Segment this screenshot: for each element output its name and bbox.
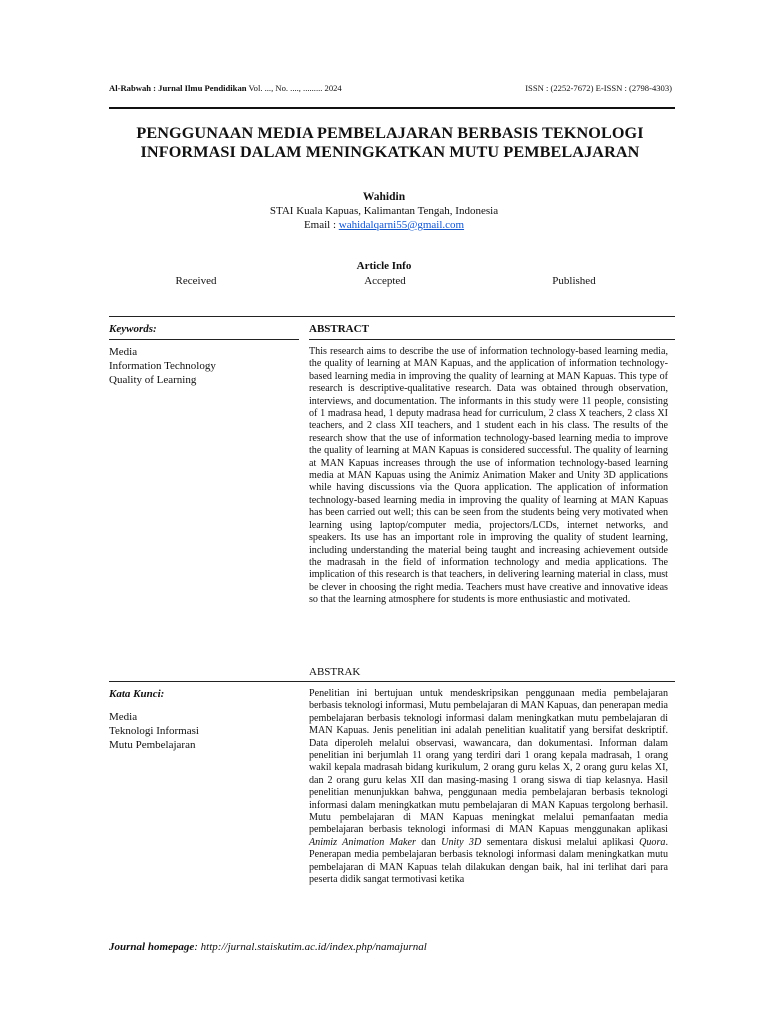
article-info-heading: Article Info xyxy=(356,260,412,272)
keyword-item: Media xyxy=(109,711,138,723)
keyword-item: Information Technology xyxy=(109,360,216,372)
journal-homepage-footer xyxy=(109,941,427,953)
abstrak-text xyxy=(309,688,668,887)
email-label: Email : xyxy=(303,219,339,231)
paper-title xyxy=(90,124,690,162)
journal-name: Al-Rabwah : Jurnal Ilmu Pendidikan xyxy=(109,83,247,93)
issn-info: ISSN : (2252-7672) E-ISSN : (2798-4303) xyxy=(525,83,672,93)
email-link[interactable]: wahidalqarni55@gmail.com xyxy=(338,219,465,231)
kata-kunci-heading: Kata Kunci: xyxy=(109,688,165,700)
keyword-item: Quality of Learning xyxy=(109,374,197,386)
abstract-heading: ABSTRACT xyxy=(309,323,369,335)
app-name-unity: Unity 3D xyxy=(441,836,482,848)
header-divider xyxy=(109,107,675,109)
abstrak-heading: ABSTRAK xyxy=(309,666,361,678)
running-header xyxy=(109,83,672,93)
published-label: Published xyxy=(552,275,596,287)
divider-keywords xyxy=(109,339,299,340)
divider-abstract xyxy=(309,339,675,340)
keyword-item: Mutu Pembelajaran xyxy=(109,739,196,751)
author-email-line xyxy=(0,219,768,231)
footer-url[interactable]: : http://jurnal.staiskutim.ac.id/index.php/namajurnal xyxy=(194,941,427,953)
keywords-heading: Keywords: xyxy=(109,323,157,335)
keyword-item: Media xyxy=(109,346,138,358)
keywords-list xyxy=(109,345,216,387)
author-name: Wahidin xyxy=(362,191,406,203)
kata-kunci-list xyxy=(109,710,199,752)
app-name-animiz: Animiz Animation Maker xyxy=(309,836,416,848)
volume-info: Vol. ..., No. ...., ......... 2024 xyxy=(248,83,342,93)
abstrak-part-2: dan xyxy=(415,836,442,848)
received-label: Received xyxy=(175,275,217,287)
divider-top xyxy=(109,316,675,317)
footer-label: Journal homepage xyxy=(109,941,195,953)
title-line-1: PENGGUNAAN MEDIA PEMBELAJARAN BERBASIS TEKNOLOGI xyxy=(136,124,644,142)
accepted-label: Accepted xyxy=(364,275,406,287)
divider-abstrak xyxy=(109,681,675,682)
abstract-text: This research aims to describe the use of information technology-based learning media, the quality of learning at MAN Kapuas, and the application of information technology-based learning media in improving the quality of learning at MAN Kapuas. This type of research is descriptive-qualitative research. Data was obtained through observation, interviews, and documentation. The informants in this study were 11 people, consisting of 1 madrasa head, 1 deputy madrasa head for curriculum, 2 class X teachers, 2 class XI teachers, and 2 class XII teachers, and 1 student each in his class. The results of the research show that the use of information technology-based learning media to improve the quality of learning at MAN Kapuas is considered successful. The quality of learning at MAN Kapuas increases through the use of information technology-based learning media at MAN Kapuas using the Animiz Animation Maker and Unity 3D applications while having discussions via the Quora application. The application of information technology-based learning media in improving the quality of learning at MAN Kapuas has been carried out well; this can be seen from the students being very motivated when learning using laptop/computer media, projectors/LCDs, internet networks, and speakers. Its use has an important role in improving the quality of student learning, including understanding the material being taught and increasing achievement outside the madrasah in the field of information technology and media applications. The implication of this research is that teachers, in delivering learning material in class, must be clever in choosing the right media. Teachers must have creative and innovative ideas so that the learning atmosphere for students is more enthusiastic and motivated. xyxy=(309,346,668,606)
keyword-item: Teknologi Informasi xyxy=(109,725,199,737)
author-affiliation: STAI Kuala Kapuas, Kalimantan Tengah, Indonesia xyxy=(269,205,499,217)
app-name-quora: Quora xyxy=(639,836,666,848)
title-line-2: INFORMASI DALAM MENINGKATKAN MUTU PEMBELAJARAN xyxy=(140,143,640,161)
abstrak-part-1: Penelitian ini bertujuan untuk mendeskripsikan penggunaan media pembelajaran berbasis teknologi informasi, Mutu pembelajaran di MAN Kapuas, dan penerapan media pembelajaran berbasis teknologi informasi dalam meningkatkan mutu pembelajaran di MAN Kapuas. Jenis penelitian ini adalah penelitian kualitatif yang bersifat deskriptif. Data diperoleh melalui observasi, wawancara, dan dokumentasi. Informan dalam penelitian ini berjumlah 11 orang yang terdiri dari 1 orang kepala madrasah, 1 orang wakil kepala madrasah bidang kurikulum, 2 orang guru kelas X, 2 orang guru kelas XI, dan 2 orang guru kelas XII dan masing-masing 1 orang siswa di tiap kelasnya. Hasil penelitian menunjukkan bahwa, penggunaan media pembelajaran berbasis teknologi informasi dalam meningkatkan mutu pembelajaran di MAN Kapuas tergolong berhasil. Mutu pembelajaran di MAN Kapuas meningkat melalui pemanfaatan media pembelajaran berbasis teknologi informasi di MAN Kapuas menggunakan aplikasi xyxy=(309,688,668,836)
journal-citation xyxy=(109,83,342,93)
abstrak-part-3: sementara diskusi melalui aplikasi xyxy=(481,836,640,848)
abstrak-part-4: . Penerapan media pembelajaran berbasis teknologi informasi dalam meningkatkan mutu pembelajaran di MAN Kapuas telah dilakukan dengan baik, hal ini terlihat dari para peserta didik sangat termotivasi ketika xyxy=(309,836,668,886)
